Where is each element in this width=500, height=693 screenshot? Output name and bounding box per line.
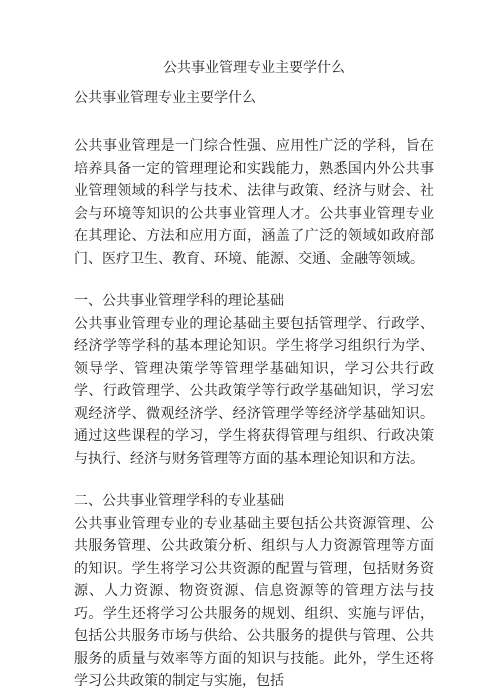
section-heading-professional: 二、公共事业管理学科的专业基础 — [74, 493, 284, 509]
section-theory — [74, 290, 434, 470]
section-heading-theory: 一、公共事业管理学科的理论基础 — [74, 293, 284, 309]
document-subtitle: 公共事业管理专业主要学什么 — [74, 90, 256, 106]
section-body-theory: 公共事业管理专业的理论基础主要包括管理学、行政学、经济学等学科的基本理论知识。学生将学习组织行为学、领导学、管理决策学等管理学基础知识，学习公共行政学、行政管理学、公共政策学等行政学基础知识，学习宏观经济学、微观经济学、经济管理学等经济学基础知识。通过这些课程的学习，学生将获得管理与组织、行政决策与执行、经济与财务管理等方面的基本理论知识和方法。 — [74, 315, 434, 467]
section-professional — [74, 490, 434, 693]
intro-paragraph: 公共事业管理是一门综合性强、应用性广泛的学科，旨在培养具备一定的管理理论和实践能力，熟悉国内外公共事业管理领域的科学与技术、法律与政策、经济与财会、社会与环境等知识的公共事业管理人才。公共事业管理专业在其理论、方法和应用方面，涵盖了广泛的领域如政府部门、医疗卫生、教育、环境、能源、交通、金融等领域。 — [74, 138, 434, 267]
document-title: 公共事业管理专业主要学什么 — [163, 60, 345, 76]
section-body-professional: 公共事业管理专业的专业基础主要包括公共资源管理、公共服务管理、公共政策分析、组织与人力资源管理等方面的知识。学生将学习公共资源的配置与管理，包括财务资源、人力资源、物资资源、信息资源等的管理方法与技巧。学生还将学习公共服务的规划、组织、实施与评估，包括公共服务市场与供给、公共服务的提供与管理、公共服务的质量与效率等方面的知识与技能。此外，学生还将学习公共政策的制定与实施，包括 — [74, 515, 434, 689]
